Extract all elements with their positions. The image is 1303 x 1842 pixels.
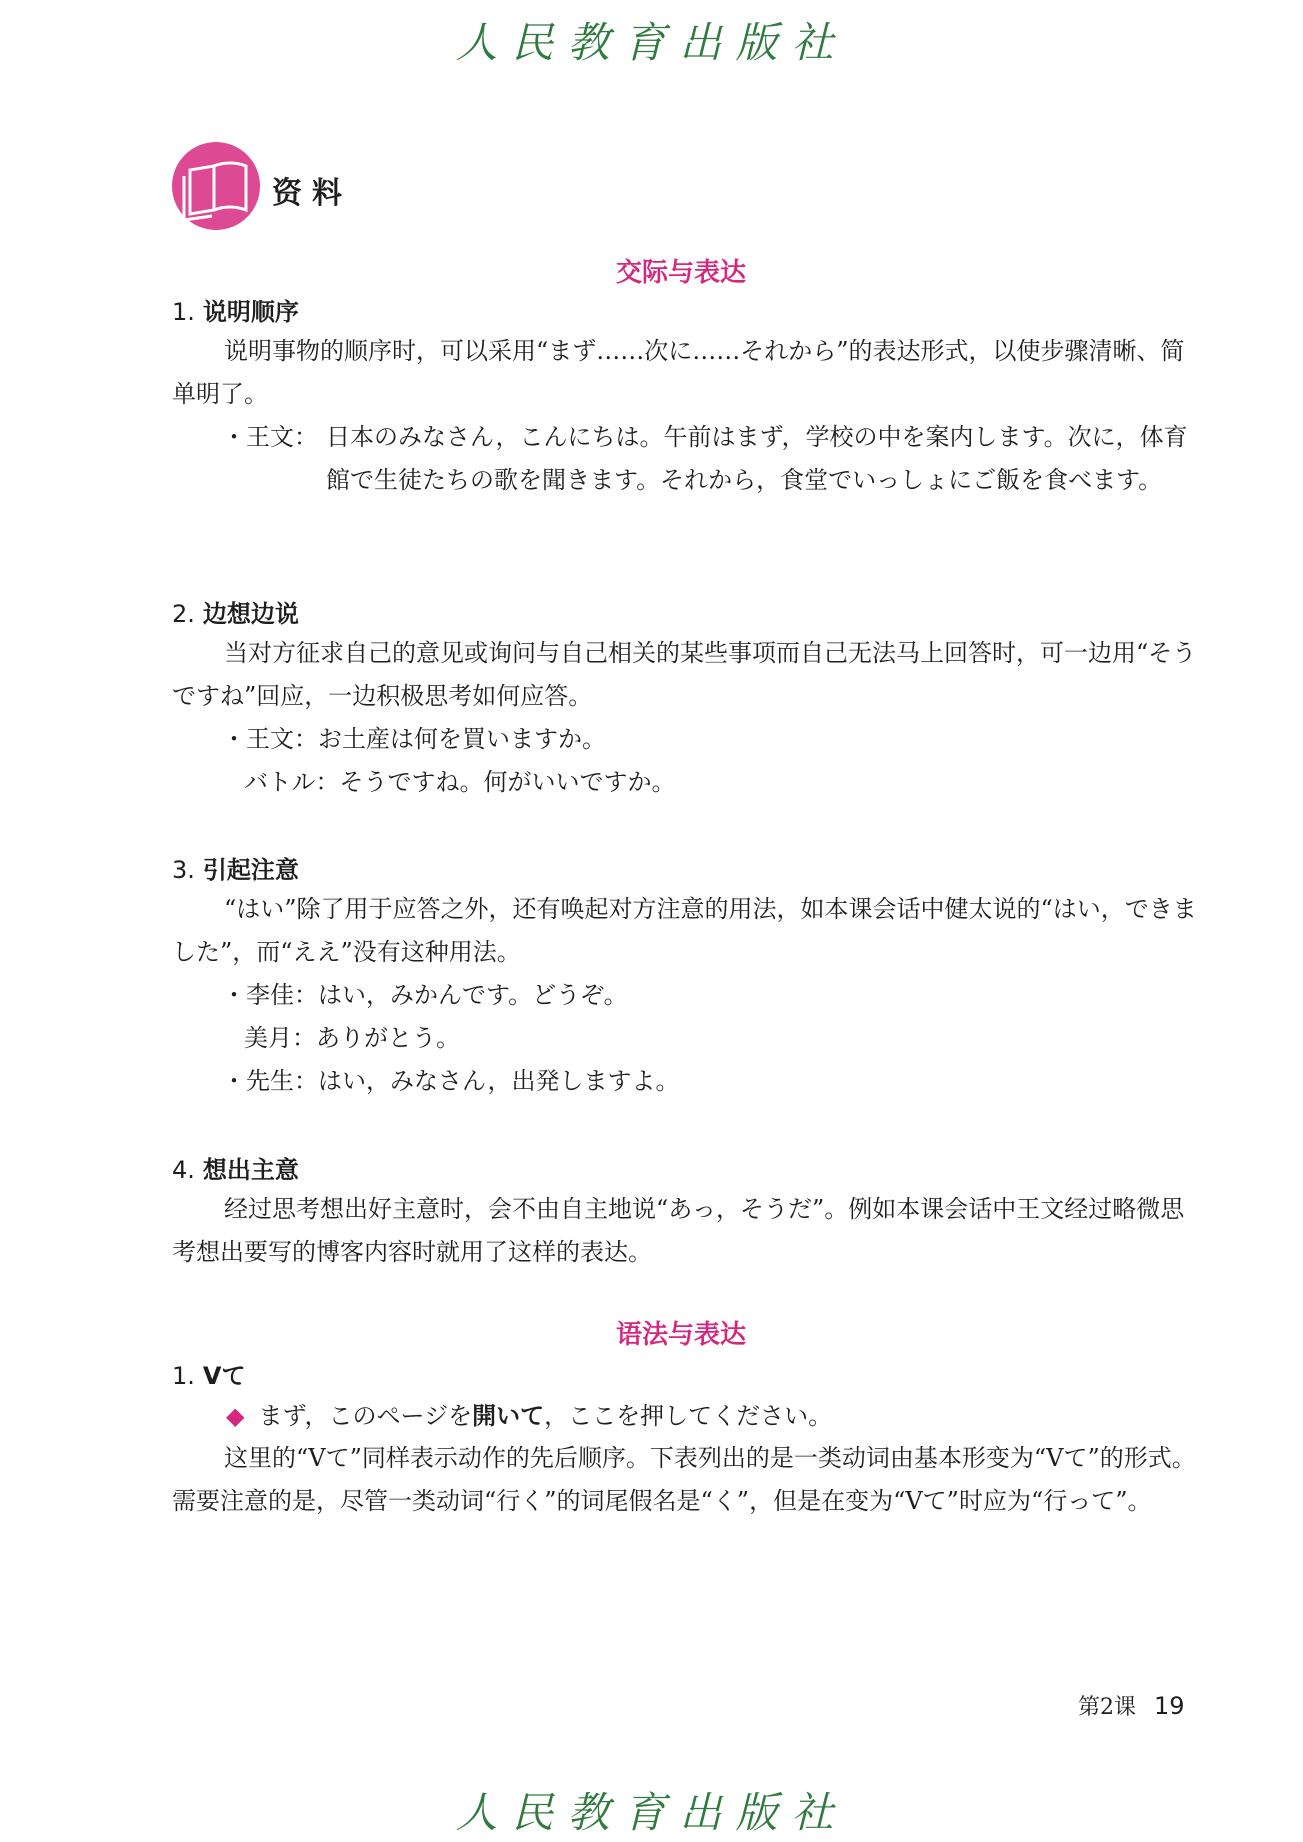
heading-3 [172,850,299,885]
heading-4 [172,1150,299,1185]
heading-2 [172,594,299,629]
paragraph-3: “はい”除了用于应答之外，还有唤起对方注意的用法，如本课会话中健太说的“はい，できました”，而“ええ”没有这种用法。 [172,895,1197,966]
paragraph-1: 说明事物的顺序时，可以采用“まず……次に……それから”的表达形式，以使步骤清晰、简单明了。 [172,337,1185,408]
heading-1 [172,292,299,327]
example-before: まず，このページを [258,1402,473,1430]
diamond-bullet-icon: ◆ [226,1402,245,1430]
page-number: 19 [1154,1692,1185,1720]
example-after: ，ここを押してください。 [544,1402,833,1430]
heading-number: 2. [172,600,195,628]
heading-grammar-1 [172,1356,245,1391]
section-title-grammar: 语法与表达 [615,1320,746,1350]
heading-number: 1. [172,298,195,326]
example-text: 日本のみなさん，こんにちは。午前はまず，学校の中を案内します。次に，体育館で生徒たちの歌を聞きます。それから，食堂でいっしょにご飯を食べます。 [326,423,1188,494]
example-bold: 開いて [472,1401,545,1430]
open-book-icon [172,140,260,232]
paragraph-grammar: 这里的“Vて”同样表示动作的先后顺序。下表列出的是一类动词由基本形变为“Vて”的形式。需要注意的是，尽管一类动词“行く”的词尾假名是“く”，但是在变为“Vて”时应为“行って”。 [172,1444,1196,1515]
heading-text: 想出主意 [202,1156,299,1184]
example-1 [222,416,1197,502]
watermark-top: 人民教育出版社 [455,18,848,67]
heading-number: 4. [172,1156,195,1184]
watermark-bottom: 人民教育出版社 [455,1788,848,1837]
heading-number: 3. [172,856,195,884]
lesson-label: 第2课 [1078,1695,1136,1720]
example-line: 美月：ありがとう。 [244,1024,460,1052]
example-line: ・李佳：はい，みかんです。どうぞ。 [222,981,628,1009]
heading-text: Vて [202,1362,246,1390]
heading-text: 引起注意 [202,856,299,884]
grammar-example [226,1394,832,1438]
page-title: 资料 [272,176,352,211]
section-title-communication: 交际与表达 [615,258,746,288]
paragraph-2: 当对方征求自己的意见或询问与自己相关的某些事项而自己无法马上回答时，可一边用“そうですね”回应，一边积极思考如何应答。 [172,639,1197,710]
page-footer [1078,1690,1185,1721]
heading-number: 1. [172,1362,195,1390]
example-line: バトル：そうですね。何がいいですか。 [244,768,676,796]
heading-text: 边想边说 [202,600,299,628]
example-speaker: ・王文： [222,423,318,451]
example-line: ・王文：お土産は何を買いますか。 [222,725,606,753]
example-line: ・先生：はい，みなさん，出発しますよ。 [222,1067,680,1095]
paragraph-4: 经过思考想出好主意时，会不由自主地说“あっ，そうだ”。例如本课会话中王文经过略微思考想出要写的博客内容时就用了这样的表达。 [172,1195,1185,1266]
heading-text: 说明顺序 [202,298,299,326]
